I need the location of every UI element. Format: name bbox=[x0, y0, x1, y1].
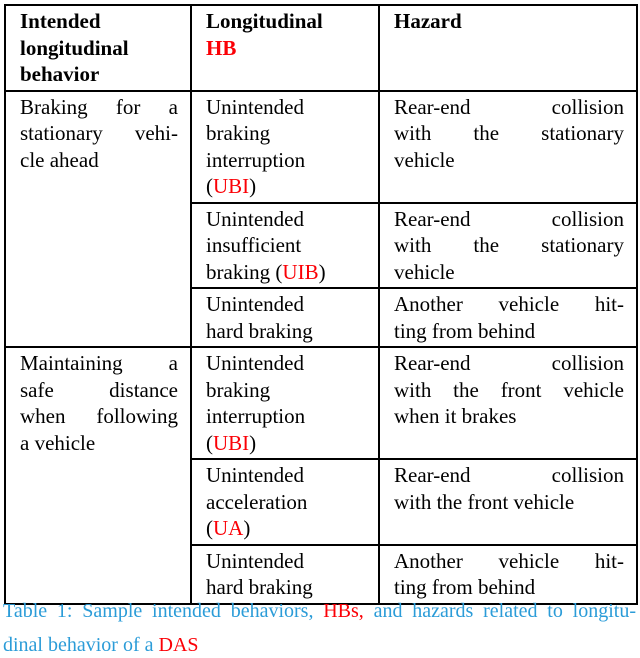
text-line bbox=[20, 61, 178, 88]
text-line bbox=[206, 120, 366, 147]
text-segment-red: DAS bbox=[158, 634, 199, 656]
text-line bbox=[206, 291, 366, 318]
hazard-table bbox=[4, 4, 638, 605]
text-segment: Maintaining a bbox=[20, 351, 178, 375]
cell-hazard-rear-end-stationary-2 bbox=[379, 203, 637, 289]
text-segment: Unintended bbox=[206, 94, 304, 119]
text-line bbox=[394, 377, 624, 404]
text-segment: ) bbox=[318, 259, 326, 284]
text-segment-red: UBI bbox=[213, 430, 250, 455]
text-segment: ) bbox=[249, 174, 257, 198]
text-line bbox=[206, 430, 366, 457]
text-segment: Unintended bbox=[206, 463, 304, 487]
table-row bbox=[5, 91, 637, 203]
text-segment: acceleration bbox=[206, 489, 308, 514]
text-segment: safe distance bbox=[20, 377, 178, 402]
cell-hazard-front-vehicle-brakes bbox=[379, 347, 637, 459]
text-line bbox=[20, 377, 178, 404]
text-segment-red: UBI bbox=[213, 174, 250, 198]
text-segment: when it brakes bbox=[394, 404, 517, 428]
text-line bbox=[20, 147, 178, 174]
text-line bbox=[206, 259, 366, 286]
cell-hazard-hit-behind-1 bbox=[379, 288, 637, 347]
cell-hb-ubi-1 bbox=[191, 91, 379, 203]
text-line bbox=[394, 291, 624, 318]
text-segment: dinal behavior of a bbox=[3, 634, 159, 656]
cell-hb-ua bbox=[191, 459, 379, 545]
text-segment: ) bbox=[243, 516, 251, 540]
text-segment: Braking for a bbox=[20, 94, 178, 119]
header-cell-hazard bbox=[379, 5, 637, 91]
text-line bbox=[206, 515, 366, 542]
text-line bbox=[206, 173, 366, 200]
text-segment: Unintended bbox=[206, 351, 304, 375]
text-segment: braking bbox=[206, 377, 271, 402]
text-line bbox=[206, 489, 366, 516]
text-line bbox=[394, 259, 624, 286]
text-segment: with the stationary bbox=[394, 121, 624, 145]
text-line bbox=[394, 8, 624, 35]
text-line bbox=[20, 35, 178, 62]
text-line bbox=[3, 628, 636, 658]
text-segment-red: UA bbox=[213, 516, 244, 540]
text-segment: ( bbox=[206, 174, 213, 198]
cell-hb-uib bbox=[191, 203, 379, 289]
text-segment: Another vehicle hit- bbox=[394, 548, 624, 573]
table-wrapper bbox=[4, 4, 638, 605]
text-segment: Rear-end collision bbox=[394, 94, 624, 119]
text-line bbox=[206, 94, 366, 121]
text-segment: interruption bbox=[206, 404, 306, 428]
text-segment-red: HBs, bbox=[323, 600, 364, 622]
text-segment: braking bbox=[206, 121, 271, 145]
text-segment: ting from behind bbox=[394, 575, 536, 599]
text-segment: vehicle bbox=[394, 147, 455, 172]
text-line bbox=[20, 430, 178, 457]
cell-behavior-safe-distance bbox=[5, 347, 191, 604]
text-segment: Rear-end collision bbox=[394, 351, 624, 375]
text-line bbox=[394, 489, 624, 516]
text-segment: Rear-end collision bbox=[394, 463, 624, 487]
text-segment: a vehicle bbox=[20, 430, 96, 455]
text-line bbox=[394, 232, 624, 259]
text-line bbox=[3, 594, 636, 628]
text-segment: hard braking bbox=[206, 318, 313, 343]
text-line bbox=[394, 548, 624, 575]
text-line bbox=[206, 403, 366, 430]
text-line bbox=[20, 120, 178, 147]
text-segment: ( bbox=[206, 430, 213, 455]
text-line bbox=[206, 147, 366, 174]
text-line bbox=[394, 94, 624, 121]
text-line bbox=[206, 35, 366, 62]
header-cell-intended-behavior bbox=[5, 5, 191, 91]
cell-hazard-rear-end-stationary-1 bbox=[379, 91, 637, 203]
text-segment: cle ahead bbox=[20, 147, 99, 172]
text-segment: insufficient bbox=[206, 233, 302, 257]
text-line bbox=[394, 350, 624, 377]
text-line bbox=[20, 350, 178, 377]
cell-hb-hard-braking-1 bbox=[191, 288, 379, 347]
text-segment: with the front vehicle bbox=[394, 377, 624, 402]
text-line bbox=[206, 548, 366, 575]
text-segment: with the stationary bbox=[394, 233, 624, 257]
text-segment: with the front vehicle bbox=[394, 489, 575, 514]
table-row bbox=[5, 347, 637, 459]
text-line bbox=[20, 403, 178, 430]
text-segment: Unintended bbox=[206, 548, 304, 573]
text-segment: and hazards related to longitu- bbox=[363, 600, 636, 622]
text-line bbox=[206, 350, 366, 377]
text-line bbox=[394, 147, 624, 174]
cell-hb-ubi-2 bbox=[191, 347, 379, 459]
header-cell-longitudinal-hb bbox=[191, 5, 379, 91]
cell-hazard-front-vehicle bbox=[379, 459, 637, 545]
text-line bbox=[394, 403, 624, 430]
text-segment: stationary vehi- bbox=[20, 121, 178, 145]
text-segment: ting from behind bbox=[394, 318, 536, 343]
text-segment: hard braking bbox=[206, 575, 313, 599]
text-segment: Unintended bbox=[206, 292, 304, 316]
text-line bbox=[394, 318, 624, 345]
text-segment: Rear-end collision bbox=[394, 206, 624, 231]
text-segment: ) bbox=[249, 430, 257, 455]
text-line bbox=[206, 232, 366, 259]
text-segment: behavior bbox=[20, 62, 100, 86]
table-caption bbox=[3, 594, 636, 658]
text-segment-red: HB bbox=[206, 35, 237, 60]
text-line bbox=[206, 377, 366, 404]
text-segment: interruption bbox=[206, 147, 306, 172]
text-segment: vehicle bbox=[394, 259, 455, 284]
text-segment-red: UIB bbox=[282, 259, 319, 284]
text-segment: when following bbox=[20, 404, 178, 428]
text-segment: Longitudinal bbox=[206, 9, 323, 33]
text-line bbox=[20, 8, 178, 35]
text-line bbox=[394, 462, 624, 489]
text-segment: Intended bbox=[20, 9, 101, 33]
text-segment: Table 1: Sample intended behaviors, bbox=[3, 600, 324, 622]
text-line bbox=[394, 206, 624, 233]
text-segment: Unintended bbox=[206, 206, 304, 231]
text-segment: longitudinal bbox=[20, 35, 129, 60]
text-segment: Another vehicle hit- bbox=[394, 292, 624, 316]
text-line bbox=[20, 94, 178, 121]
text-line bbox=[206, 462, 366, 489]
text-line bbox=[206, 8, 366, 35]
header-row bbox=[5, 5, 637, 91]
text-segment: Hazard bbox=[394, 9, 462, 33]
text-line bbox=[206, 318, 366, 345]
text-line bbox=[394, 120, 624, 147]
text-line bbox=[206, 206, 366, 233]
text-segment: braking ( bbox=[206, 259, 283, 284]
cell-behavior-braking-stationary bbox=[5, 91, 191, 348]
text-segment: ( bbox=[206, 516, 213, 540]
